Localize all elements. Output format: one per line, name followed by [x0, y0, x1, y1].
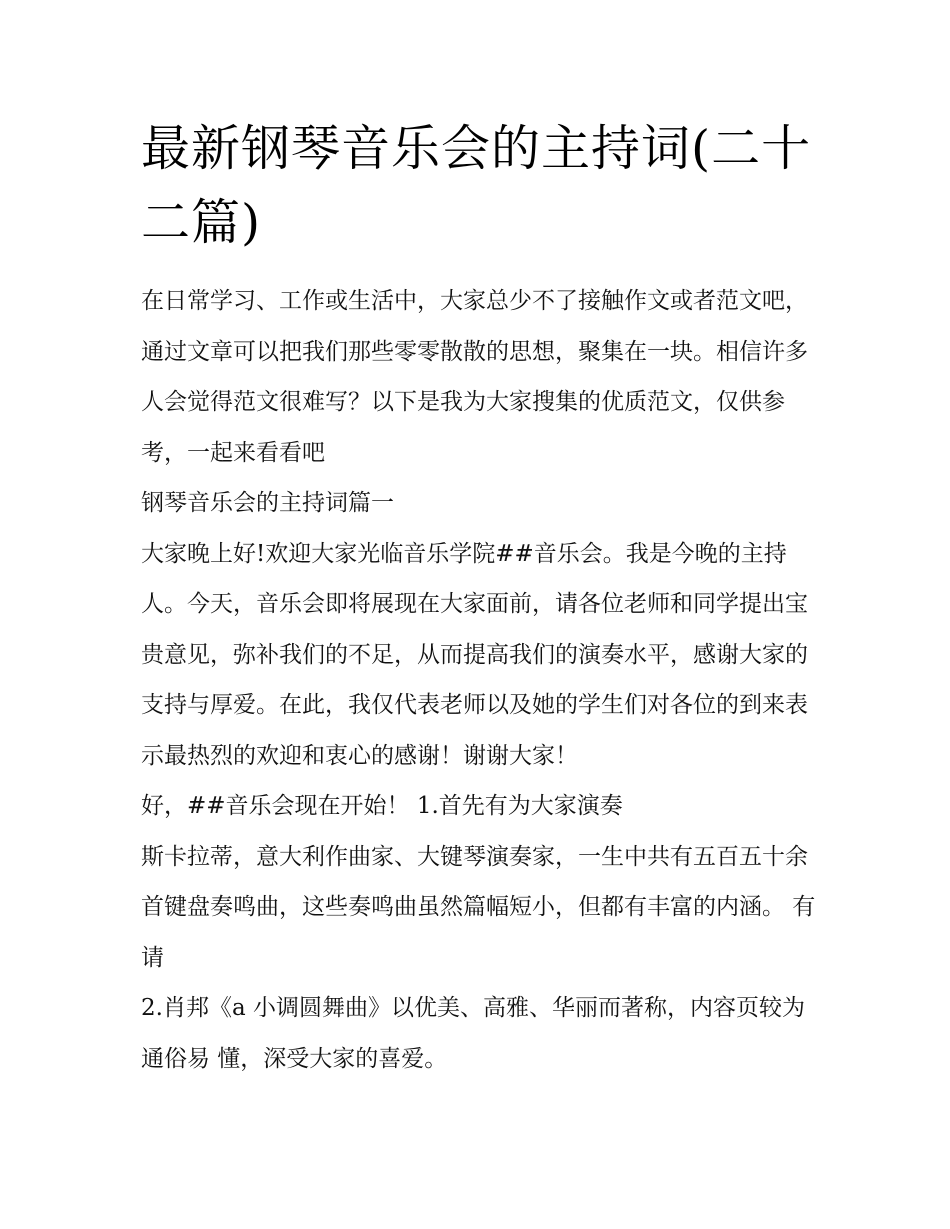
welcome-paragraph: 大家晚上好!欢迎大家光临音乐学院##音乐会。我是今晚的主持人。今天，音乐会即将展现在大家面前，请各位老师和同学提出宝贵意见，弥补我们的不足，从而提高我们的演奏水平，感谢大家的支持与厚爱。在此，我仅代表老师以及她的学生们对各位的到来表示最热烈的欢迎和衷心的感谢！谢谢大家！: [141, 540, 808, 769]
opening-paragraph: 好，##音乐会现在开始！ 1.首先有为大家演奏: [141, 793, 623, 819]
section-heading: 钢琴音乐会的主持词篇一: [141, 490, 394, 516]
chopin-paragraph: 2.肖邦《a 小调圆舞曲》以优美、高雅、华丽而著称，内容页较为通俗易 懂，深受大家的喜爱。: [141, 995, 805, 1072]
intro-paragraph: 在日常学习、工作或生活中，大家总少不了接触作文或者范文吧，通过文章可以把我们那些零零散散的思想，聚集在一块。相信许多人会觉得范文很难写？以下是我为大家搜集的优质范文，仅供参考，一起来看看吧: [141, 288, 808, 466]
document-title: 最新钢琴音乐会的主持词(二十二篇): [141, 120, 812, 251]
document-body: [141, 276, 821, 1084]
scarlatti-paragraph: 斯卡拉蒂，意大利作曲家、大键琴演奏家，一生中共有五百五十余首键盘奏鸣曲，这些奏鸣曲虽然篇幅短小，但都有丰富的内涵。 有请: [141, 843, 816, 971]
